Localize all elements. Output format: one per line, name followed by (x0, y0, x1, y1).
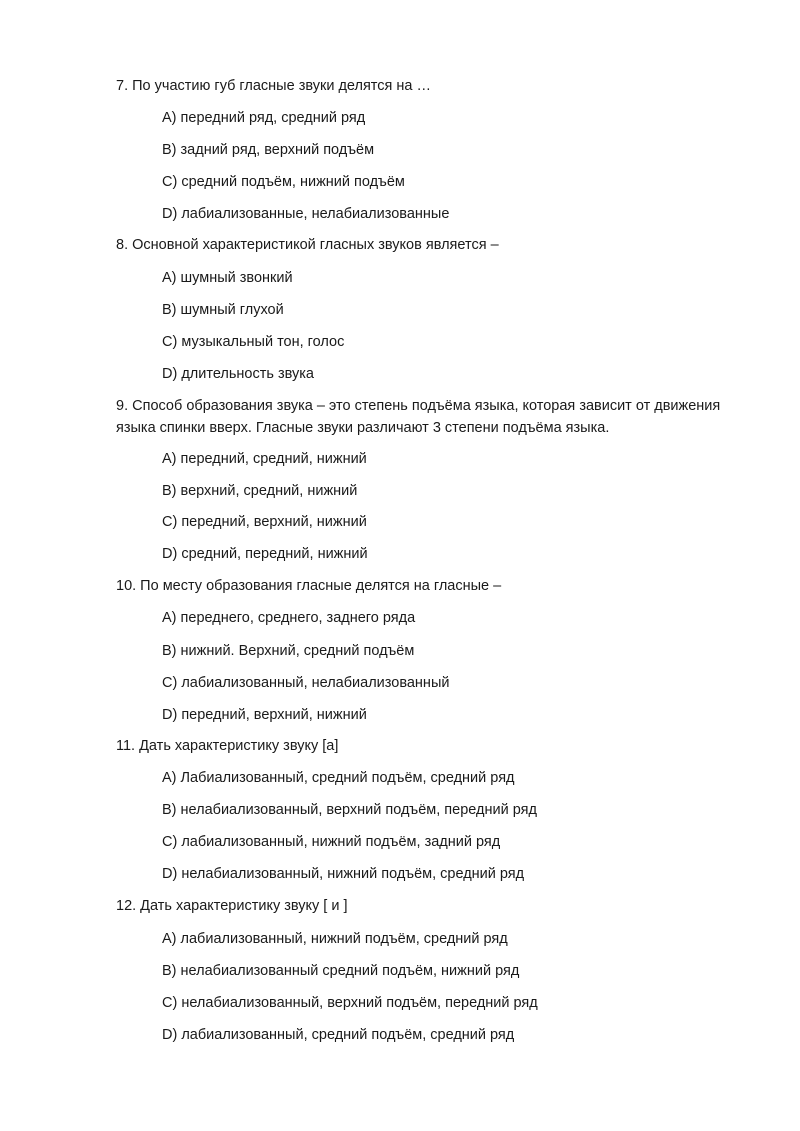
question-8-option-b: B) шумный глухой (162, 302, 284, 318)
question-9-option-a: A) передний, средний, нижний (162, 451, 367, 467)
question-12-text: 12. Дать характеристику звуку [ и ] (116, 898, 348, 914)
question-11-text: 11. Дать характеристику звуку [а] (116, 738, 339, 754)
question-11-option-a: A) Лабиализованный, средний подъём, средний ряд (162, 770, 515, 786)
question-9-text: 9. Способ образования звука – это степень подъёма языка, которая зависит от движения языка спинки вверх. Гласные звуки различают 3 степени подъёма языка. (116, 398, 721, 436)
question-8-text: 8. Основной характеристикой гласных звуков является – (116, 237, 499, 253)
question-10-option-b: B) нижний. Верхний, средний подъём (162, 643, 415, 659)
question-9-option-c: C) передний, верхний, нижний (162, 514, 367, 530)
question-8-option-a: A) шумный звонкий (162, 270, 293, 286)
question-10-option-c: C) лабиализованный, нелабиализованный (162, 675, 450, 691)
question-7-option-c: C) средний подъём, нижний подъём (162, 174, 405, 190)
question-12-option-a: A) лабиализованный, нижний подъём, средний ряд (162, 931, 508, 947)
question-11-option-d: D) нелабиализованный, нижний подъём, средний ряд (162, 866, 525, 882)
question-8-option-c: C) музыкальный тон, голос (162, 334, 345, 350)
question-11-option-b: B) нелабиализованный, верхний подъём, передний ряд (162, 802, 537, 818)
question-8-option-d: D) длительность звука (162, 366, 314, 382)
question-7-option-d: D) лабиализованные, нелабиализованные (162, 206, 450, 222)
question-7-option-b: B) задний ряд, верхний подъём (162, 142, 375, 158)
question-12-option-d: D) лабиализованный, средний подъём, средний ряд (162, 1027, 515, 1043)
question-10-option-a: A) переднего, среднего, заднего ряда (162, 610, 416, 626)
question-7-option-a: A) передний ряд, средний ряд (162, 110, 366, 126)
question-11-option-c: C) лабиализованный, нижний подъём, задний ряд (162, 834, 501, 850)
question-10-text: 10. По месту образования гласные делятся на гласные – (116, 578, 502, 594)
question-7-text: 7. По участию губ гласные звуки делятся на … (116, 78, 432, 94)
question-10-option-d: D) передний, верхний, нижний (162, 707, 367, 723)
question-9-option-d: D) средний, передний, нижний (162, 546, 368, 562)
question-12-option-b: B) нелабиализованный средний подъём, нижний ряд (162, 963, 520, 979)
question-12-option-c: C) нелабиализованный, верхний подъём, передний ряд (162, 995, 538, 1011)
question-9-option-b: B) верхний, средний, нижний (162, 483, 358, 499)
